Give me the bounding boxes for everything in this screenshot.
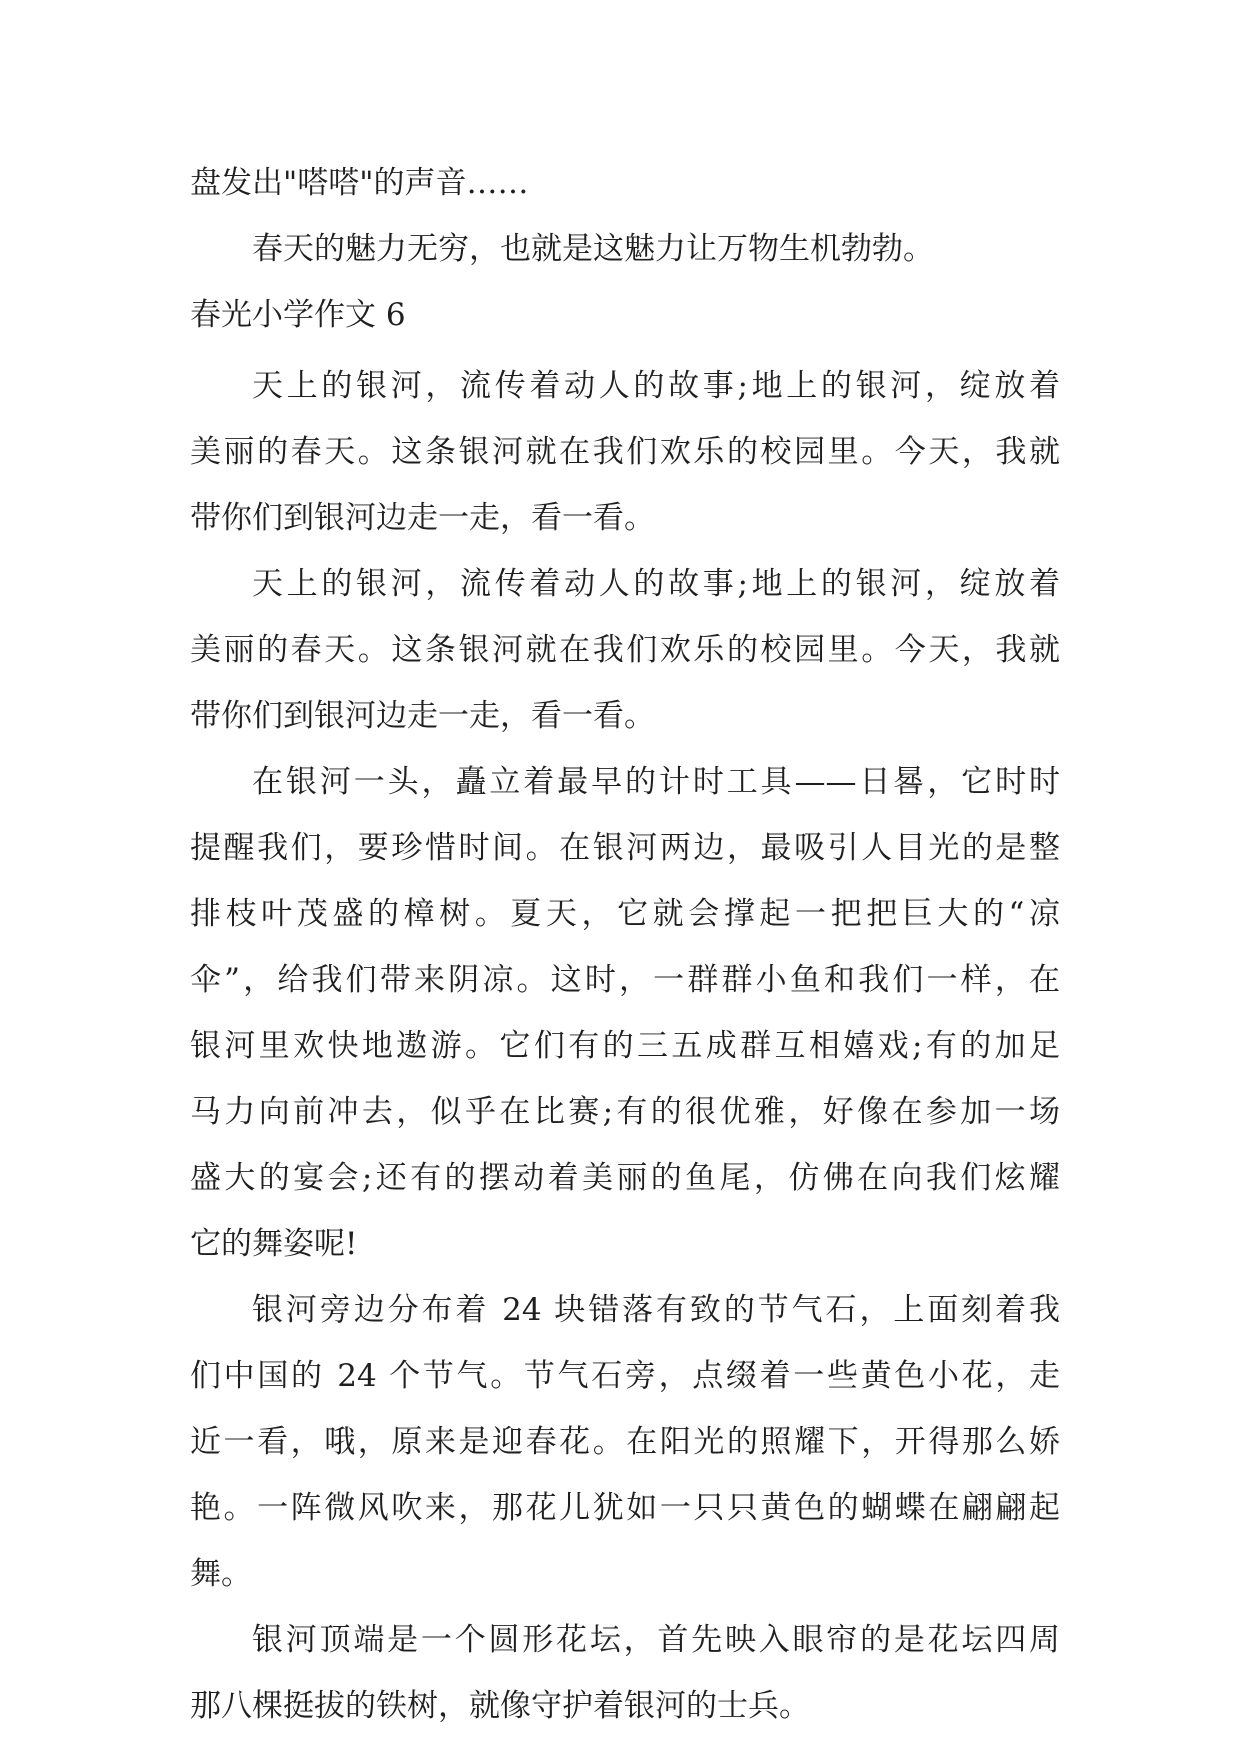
- text-line: 带你们到银河边走一走，看一看。: [190, 500, 655, 536]
- text-line: 银河旁边分布着 24 块错落有致的节气石，上面刻着我: [252, 1292, 1060, 1328]
- text-line: 艳。一阵微风吹来，那花儿犹如一只只黄色的蝴蝶在翩翩起: [190, 1490, 1060, 1526]
- text-line: 舞。: [190, 1556, 252, 1592]
- text-line: 马力向前冲去，似乎在比赛;有的很优雅，好像在参加一场: [190, 1094, 1060, 1130]
- text-line: 春天的魅力无穷，也就是这魅力让万物生机勃勃。: [252, 231, 934, 267]
- text-line: 它的舞姿呢!: [190, 1226, 358, 1262]
- text-line: 提醒我们，要珍惜时间。在银河两边，最吸引人目光的是整: [190, 830, 1060, 866]
- section-heading: 春光小学作文 6: [190, 297, 406, 333]
- text-line: 银河里欢快地遨游。它们有的三五成群互相嬉戏;有的加足: [190, 1028, 1060, 1064]
- text-line: 银河顶端是一个圆形花坛，首先映入眼帘的是花坛四周: [252, 1622, 1060, 1658]
- text-line: 天上的银河，流传着动人的故事;地上的银河，绽放着: [252, 368, 1060, 404]
- text-line: 美丽的春天。这条银河就在我们欢乐的校园里。今天，我就: [190, 434, 1060, 470]
- text-line: 近一看，哦，原来是迎春花。在阳光的照耀下，开得那么娇: [190, 1424, 1060, 1460]
- text-line: 带你们到银河边走一走，看一看。: [190, 698, 655, 734]
- text-line: 盛大的宴会;还有的摆动着美丽的鱼尾，仿佛在向我们炫耀: [190, 1160, 1060, 1196]
- text-line: 盘发出"嗒嗒"的声音……: [190, 165, 529, 201]
- text-line: 天上的银河，流传着动人的故事;地上的银河，绽放着: [252, 566, 1060, 602]
- text-line: 们中国的 24 个节气。节气石旁，点缀着一些黄色小花，走: [190, 1358, 1060, 1394]
- text-line: 在银河一头，矗立着最早的计时工具——日晷，它时时: [252, 764, 1060, 800]
- text-line: 伞”，给我们带来阴凉。这时，一群群小鱼和我们一样，在: [190, 962, 1060, 998]
- text-line: 排枝叶茂盛的樟树。夏天，它就会撑起一把把巨大的“凉: [190, 896, 1060, 932]
- text-line: 美丽的春天。这条银河就在我们欢乐的校园里。今天，我就: [190, 632, 1060, 668]
- text-line: 那八棵挺拔的铁树，就像守护着银河的士兵。: [190, 1688, 810, 1724]
- document-body: [190, 162, 1060, 1751]
